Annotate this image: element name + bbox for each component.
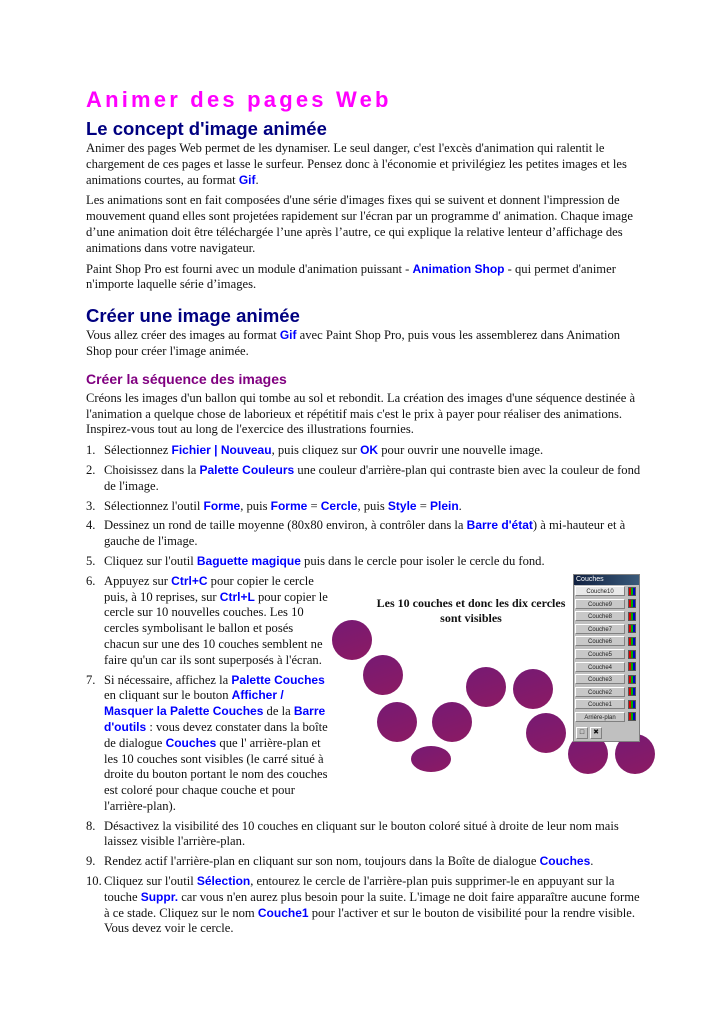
keyword: Afficher / Masquer la Palette Couches (104, 688, 284, 719)
paragraph: Créons les images d'un ballon qui tombe au sol et rebondit. La création des images d'une séquence destinée à l'animation a quelque chose de laborieux et répétitif mais c'est le prix à payer pour réaliser des animations. Inspirez-vous tout au long de l'exercice des illustrations fournies. (86, 390, 636, 437)
layer-button[interactable]: Couche5 (575, 649, 625, 659)
figure-caption: Les 10 couches et donc les dix cercles sont visibles (376, 595, 566, 625)
keyword: Sélection (196, 874, 251, 889)
keyword: Ctrl+C (171, 573, 208, 588)
steps-list-narrow (86, 574, 331, 815)
keyword: Barre d'état (466, 518, 533, 533)
layers-figure (336, 574, 656, 784)
keyword: Gif (279, 328, 297, 343)
layer-row (574, 597, 639, 610)
keyword: OK (360, 443, 379, 458)
layer-button[interactable]: Couche9 (575, 599, 625, 609)
visibility-toggle-icon[interactable] (628, 712, 636, 721)
layer-row (574, 635, 639, 648)
layer-row (574, 585, 639, 598)
ball-circle (411, 746, 451, 772)
list-item: 6. Appuyez sur Ctrl+C pour copier le cercle puis, à 10 reprises, sur Ctrl+L pour copier le cercle sur 10 nouvelles couches. Les 10 cercles symbolisant le ballon et posés chacun sur une des 10 couches semblent ne faire qu'un car ils sont superposés à l'écran. (86, 573, 328, 667)
layers-palette (573, 574, 640, 742)
steps-list-continued (86, 819, 646, 938)
list-item: 1. Sélectionnez Fichier | Nouveau, puis cliquez sur OK pour ouvrir une nouvelle image. (86, 443, 544, 458)
layer-button[interactable]: Couche6 (575, 636, 625, 646)
keyword: Baguette magique (196, 553, 301, 568)
layer-button[interactable]: Couche2 (575, 687, 625, 697)
layer-button[interactable]: Couche7 (575, 624, 625, 634)
palette-footer (576, 727, 602, 739)
keyword: Palette Couches (231, 672, 325, 687)
page-title: Animer des pages Web (86, 87, 392, 112)
keyword: Gif (238, 172, 256, 187)
palette-title: Couches (574, 575, 639, 585)
keyword: Forme (270, 498, 308, 513)
visibility-toggle-icon[interactable] (628, 687, 636, 696)
visibility-toggle-icon[interactable] (628, 637, 636, 646)
list-item: 3. Sélectionnez l'outil Forme, puis Forme = Cercle, puis Style = Plein. (86, 498, 462, 513)
keyword: Palette Couleurs (199, 462, 295, 477)
paragraph: Animer des pages Web permet de les dynamiser. Le seul danger, c'est l'excès d'animation qui ralentit le chargement de ces pages et lasse le surfeur. Pensez donc à l'économie et privilégiez les petites images et les animations courtes, au format Gif. (86, 141, 627, 187)
keyword: Couches (539, 854, 591, 869)
keyword: Suppr. (140, 889, 179, 904)
keyword: Plein (429, 498, 459, 513)
keyword: Animation Shop (412, 261, 505, 276)
keyword: Ctrl+L (219, 589, 255, 604)
layer-button[interactable]: Arrière-plan (575, 712, 625, 722)
paragraph: Paint Shop Pro est fourni avec un module d'animation puissant - Animation Shop - qui permet d'animer n'importe laquelle série d’images. (86, 261, 616, 292)
ball-circle (466, 667, 506, 707)
visibility-toggle-icon[interactable] (628, 624, 636, 633)
layer-button[interactable]: Couche3 (575, 674, 625, 684)
ball-circle (513, 669, 553, 709)
paragraph: Vous allez créer des images au format Gif avec Paint Shop Pro, puis vous les assemblerez dans Animation Shop pour créer l'image animée. (86, 328, 621, 358)
list-item: 7. Si nécessaire, affichez la Palette Couches en cliquant sur le bouton Afficher / Masquer la Palette Couches de la Barre d'outils : vous devez constater dans la boîte de dialogue Couches que l' arrière-plan et les 10 couches sont visibles (le carré situé à droite du bouton portant le nom des couches est coloré pour chaque couche et pour l'arrière-plan). (86, 672, 328, 813)
subsection-heading: Créer la séquence des images (86, 370, 287, 387)
visibility-toggle-icon[interactable] (628, 612, 636, 621)
new-layer-icon[interactable]: □ (576, 727, 588, 739)
visibility-toggle-icon[interactable] (628, 650, 636, 659)
layer-button[interactable]: Couche10 (575, 586, 625, 596)
layer-row (574, 711, 639, 724)
steps-list (86, 443, 646, 570)
layer-row (574, 610, 639, 623)
keyword: Couche1 (257, 905, 309, 920)
list-item: 8. Désactivez la visibilité des 10 couches en cliquant sur le bouton coloré situé à droite de leur nom mais laissez visible l'arrière-plan. (86, 818, 619, 849)
keyword: Fichier | Nouveau (171, 443, 272, 458)
keyword: Style (387, 498, 417, 513)
visibility-toggle-icon[interactable] (628, 587, 636, 596)
section-heading-create: Créer une image animée (86, 305, 300, 327)
list-item: 9. Rendez actif l'arrière-plan en cliquant sur son nom, toujours dans la Boîte de dialogue Couches. (86, 854, 594, 869)
document-page (86, 86, 646, 941)
list-item: 10. Cliquez sur l'outil Sélection, entourez le cercle de l'arrière-plan puis supprimer-le en appuyant sur la touche Suppr. car vous n'en aurez plus besoin pour la suite. L'image ne doit faire apparaître aucune forme à ce stade. Cliquez sur le nom Couche1 pour l'activer et sur le bouton de visibilité pour la rendre visible. Vous devez voir le cercle. (86, 874, 640, 936)
visibility-toggle-icon[interactable] (628, 675, 636, 684)
layer-row (574, 698, 639, 711)
ball-circle (377, 702, 417, 742)
layer-row (574, 660, 639, 673)
layer-button[interactable]: Couche8 (575, 611, 625, 621)
keyword: Forme (203, 498, 241, 513)
delete-layer-icon[interactable]: ✖ (590, 727, 602, 739)
figure-section (86, 574, 646, 815)
ball-circle (363, 655, 403, 695)
paragraph: Les animations sont en fait composées d'une série d'images fixes qui se suivent et donnent l'impression de mouvement quand elles sont projetées rapidement sur l'écran par un programme d' animation. Chaque image d’une animation doit être téléchargée l’une après l’autre, ce qui explique la relative lenteur d’affichage des animations dans votre navigateur. (86, 193, 633, 255)
list-item: 5. Cliquez sur l'outil Baguette magique puis dans le cercle pour isoler le cercle du fond. (86, 553, 545, 568)
layer-button[interactable]: Couche4 (575, 662, 625, 672)
section-heading-concept: Le concept d'image animée (86, 118, 327, 139)
layer-row (574, 673, 639, 686)
ball-circle (332, 620, 372, 660)
visibility-toggle-icon[interactable] (628, 599, 636, 608)
ball-circle (432, 702, 472, 742)
list-item: 4. Dessinez un rond de taille moyenne (80x80 environ, à contrôler dans la Barre d'état) à mi-hauteur et à gauche de l'image. (86, 518, 626, 549)
keyword: Cercle (320, 498, 358, 513)
ball-circle (526, 713, 566, 753)
layer-row (574, 648, 639, 661)
layer-button[interactable]: Couche1 (575, 699, 625, 709)
visibility-toggle-icon[interactable] (628, 700, 636, 709)
keyword: Couches (165, 735, 217, 750)
layer-row (574, 685, 639, 698)
visibility-toggle-icon[interactable] (628, 662, 636, 671)
layer-row (574, 623, 639, 636)
keyword: Barre d'outils (104, 704, 326, 734)
list-item: 2. Choisissez dans la Palette Couleurs une couleur d'arrière-plan qui contraste bien avec la couleur de fond de l'image. (86, 462, 641, 493)
